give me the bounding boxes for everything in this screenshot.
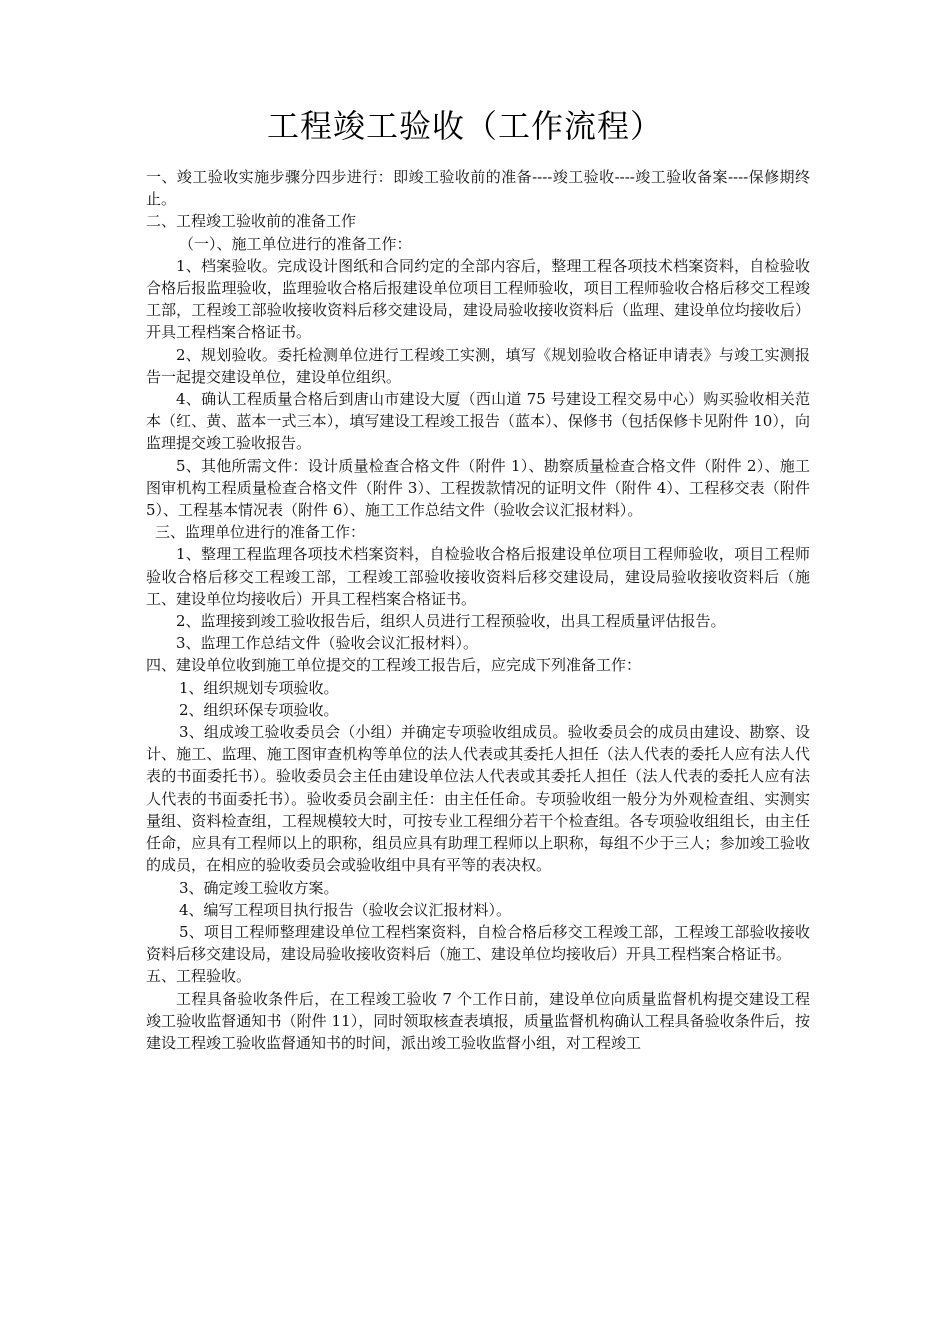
paragraph: 3、确定竣工验收方案。 [179,878,339,897]
paragraph: 四、建设单位收到施工单位提交的工程竣工报告后，应完成下列准备工作： [146,656,642,675]
paragraph: 5、其他所需文件：设计质量检查合格文件（附件 1）、勘察质量检查合格文件（附件 2）、施工图审机构工程质量检查合格文件（附件 3）、工程拨款情况的证明文件（附件 4）、工程移交表（附件 5）、工程基本情况表（附件 6）、施工工作总结文件（验收会议汇报材料）。 [146,456,810,520]
paragraph: 1、整理工程监理各项技术档案资料，自检验收合格后报建设单位项目工程师验收，项目工程师验收合格后移交工程竣工部，工程竣工部验收接收资料后移交建设局，建设局验收接收资料后（施工、建设单位均接收后）开具工程档案合格证书。 [146,545,810,608]
paragraph: 4、编写工程项目执行报告（验收会议汇报材料）。 [179,900,512,919]
paragraph: （一）、施工单位进行的准备工作： [179,234,412,253]
paragraph: 1、组织规划专项验收。 [179,678,339,697]
paragraph: 2、组织环保专项验收。 [179,700,339,719]
paragraph: 3、组成竣工验收委员会（小组）并确定专项验收组成员。验收委员会的成员由建设、勘察、设计、施工、监理、施工图审查机构等单位的法人代表或其委托人担任（法人代表的委托人应有法人代表的书面委托书）。验收委员会主任由建设单位法人代表或其委托人担任（法人代表的委托人应有法人代表的书面委托书）。验收委员会副主任：由主任任命。专项验收组一般分为外观检查组、实测实量组、资料检查组，工程规模较大时，可按专业工程细分若干个检查组。各专项验收组组长，由主任任命，应具有工程师以上的职称，组员应具有助理工程师以上职称，每组不少于三人；参加竣工验收的成员，在相应的验收委员会或验收组中具有平等的表决权。 [146,723,810,875]
paragraph: 一、竣工验收实施步骤分四步进行：即竣工验收前的准备----竣工验收----竣工验收备案----保修期终止。 [146,168,810,209]
document-body [146,166,810,1054]
paragraph: 5、项目工程师整理建设单位工程档案资料，自检合格后移交工程竣工部，工程竣工部验收接收资料后移交建设局，建设局验收接收资料后（施工、建设单位均接收后）开具工程档案合格证书。 [146,922,810,964]
document-title: 工程竣工验收（工作流程） [266,107,663,145]
paragraph: 1、档案验收。完成设计图纸和合同约定的全部内容后，整理工程各项技术档案资料，自检验收合格后报监理验收，监理验收合格后报建设单位项目工程师验收，项目工程师验收合格后移交工程竣工部，工程竣工部验收接收资料后移交建设局，建设局验收接收资料后（监理、建设单位均接收后）开具工程档案合格证书。 [146,256,810,342]
paragraph: 3、监理工作总结文件（验收会议汇报材料）。 [176,634,479,653]
paragraph: 二、工程竣工验收前的准备工作 [146,212,357,231]
paragraph: 2、监理接到竣工验收报告后，组织人员进行工程预验收，出具工程质量评估报告。 [176,612,726,631]
paragraph: 工程具备验收条件后，在工程竣工验收 7 个工作日前，建设单位向质量监督机构提交建设工程竣工验收监督通知书（附件 11），同时领取核查表填报，质量监督机构确认工程具备验收条件后，按建设工程竣工验收监督通知书的时间，派出竣工验收监督小组，对工程竣工 [146,989,810,1052]
paragraph: 4、确认工程质量合格后到唐山市建设大厦（西山道 75 号建设工程交易中心）购买验收相关范本（红、黄、蓝本一式三本），填写建设工程竣工报告（蓝本）、保修书（包括保修卡见附件 10），向监理提交竣工验收报告。 [146,390,810,453]
paragraph: 五、工程验收。 [146,967,252,986]
paragraph: 2、规划验收。委托检测单位进行工程竣工实测，填写《规划验收合格证申请表》与竣工实测报告一起提交建设单位，建设单位组织。 [146,345,810,386]
paragraph: 三、监理单位进行的准备工作： [155,523,366,542]
